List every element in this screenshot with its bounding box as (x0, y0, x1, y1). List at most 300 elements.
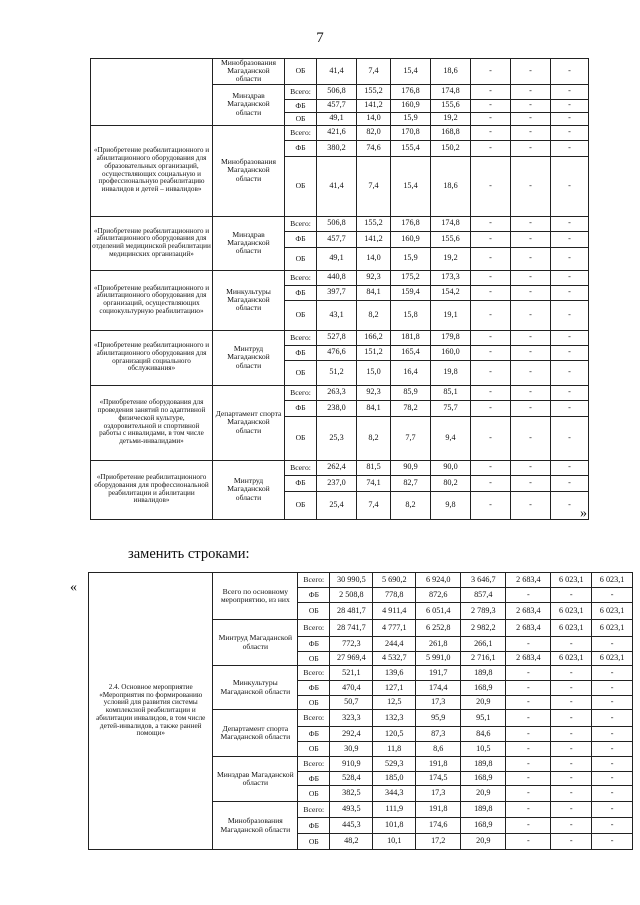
value-cell: 74,6 (357, 140, 391, 156)
value-cell: 155,4 (391, 140, 431, 156)
value-cell: 238,0 (317, 400, 357, 416)
value-cell: 15,9 (391, 247, 431, 270)
funding-source-cell: Всего: (285, 84, 317, 99)
funding-source-cell: ФБ (285, 231, 317, 247)
value-cell: - (506, 637, 551, 652)
value-cell: 43,1 (317, 300, 357, 330)
value-cell: - (506, 710, 551, 727)
value-cell: 82,0 (357, 125, 391, 140)
value-cell: 155,2 (357, 216, 391, 231)
funding-source-cell: Всего: (298, 757, 330, 772)
value-cell: 527,8 (317, 330, 357, 345)
value-cell: - (506, 772, 551, 786)
value-cell: - (511, 416, 551, 460)
value-cell: 49,1 (317, 247, 357, 270)
executor-cell: Всего по основному мероприятию, из них (213, 573, 298, 620)
value-cell: 266,1 (461, 637, 506, 652)
value-cell: - (551, 285, 589, 300)
value-cell: - (551, 112, 589, 125)
value-cell: 528,4 (330, 772, 373, 786)
value-cell: - (592, 786, 633, 802)
value-cell: - (506, 802, 551, 818)
value-cell: - (592, 802, 633, 818)
value-cell: - (471, 475, 511, 491)
value-cell: 445,3 (330, 818, 373, 834)
executor-cell: Минтруд Магаданской области (213, 460, 285, 519)
funding-source-cell: Всего: (298, 573, 330, 588)
value-cell: 179,8 (431, 330, 471, 345)
value-cell: 141,2 (357, 231, 391, 247)
value-cell: 2 789,3 (461, 603, 506, 620)
value-cell: 19,1 (431, 300, 471, 330)
value-cell: 80,2 (431, 475, 471, 491)
value-cell: 506,8 (317, 84, 357, 99)
funding-source-cell: ОБ (285, 156, 317, 216)
value-cell: - (551, 637, 592, 652)
value-cell: 25,3 (317, 416, 357, 460)
executor-cell: Минобразования Магаданской области (213, 802, 298, 850)
value-cell: - (511, 140, 551, 156)
value-cell: 18,6 (431, 59, 471, 85)
funding-source-cell: ОБ (298, 834, 330, 850)
value-cell: 181,8 (391, 330, 431, 345)
funding-source-cell: ФБ (298, 772, 330, 786)
value-cell: 174,8 (431, 216, 471, 231)
value-cell: 16,4 (391, 360, 431, 385)
value-cell: 20,9 (461, 834, 506, 850)
value-cell: 30,9 (330, 742, 373, 757)
value-cell: 470,4 (330, 681, 373, 696)
value-cell: - (551, 345, 589, 360)
value-cell: 4 532,7 (373, 652, 416, 666)
value-cell: 20,9 (461, 696, 506, 710)
value-cell: - (511, 360, 551, 385)
value-cell: - (551, 666, 592, 681)
value-cell: 440,8 (317, 270, 357, 285)
value-cell: - (551, 59, 589, 85)
executor-cell: Минобразования Магаданской области (213, 125, 285, 216)
value-cell: 50,7 (330, 696, 373, 710)
value-cell: 9,8 (431, 491, 471, 519)
funding-source-cell: ОБ (285, 416, 317, 460)
value-cell: - (551, 99, 589, 112)
value-cell: - (506, 696, 551, 710)
value-cell: - (471, 231, 511, 247)
value-cell: - (471, 84, 511, 99)
value-cell: 85,1 (431, 385, 471, 400)
value-cell: - (511, 125, 551, 140)
value-cell: 9,4 (431, 416, 471, 460)
value-cell: - (551, 140, 589, 156)
value-cell: - (551, 125, 589, 140)
value-cell: 132,3 (373, 710, 416, 727)
value-cell: 292,4 (330, 727, 373, 742)
value-cell: - (511, 300, 551, 330)
value-cell: - (551, 330, 589, 345)
value-cell: 12,5 (373, 696, 416, 710)
value-cell: 8,2 (357, 416, 391, 460)
value-cell: - (511, 475, 551, 491)
value-cell: 15,0 (357, 360, 391, 385)
value-cell: 7,7 (391, 416, 431, 460)
funding-source-cell: ФБ (285, 140, 317, 156)
funding-source-cell: Всего: (285, 125, 317, 140)
value-cell: 84,6 (461, 727, 506, 742)
event-description: «Приобретение реабилитационного и абилитационного оборудования для организаций социального обслуживания» (91, 330, 213, 385)
funding-source-cell: Всего: (285, 330, 317, 345)
value-cell: 139,6 (373, 666, 416, 681)
value-cell: 95,9 (416, 710, 461, 727)
value-cell: 857,4 (461, 588, 506, 603)
value-cell: 185,0 (373, 772, 416, 786)
funding-source-cell: ОБ (285, 360, 317, 385)
value-cell: - (592, 588, 633, 603)
value-cell: 174,6 (416, 818, 461, 834)
value-cell: 10,5 (461, 742, 506, 757)
value-cell: - (551, 588, 592, 603)
value-cell: - (511, 231, 551, 247)
value-cell: - (506, 818, 551, 834)
value-cell: - (511, 400, 551, 416)
value-cell: 160,9 (391, 99, 431, 112)
funding-source-cell: ФБ (285, 475, 317, 491)
budget-table-original (90, 58, 589, 520)
closing-quote: » (580, 506, 587, 521)
value-cell: 174,8 (431, 84, 471, 99)
value-cell: 19,2 (431, 247, 471, 270)
funding-source-cell: ОБ (298, 786, 330, 802)
value-cell: 397,7 (317, 285, 357, 300)
value-cell: - (551, 300, 589, 330)
value-cell: - (551, 360, 589, 385)
table-row (91, 330, 589, 345)
value-cell: 6 023,1 (551, 620, 592, 637)
value-cell: - (471, 156, 511, 216)
value-cell: - (551, 742, 592, 757)
table-row (91, 59, 589, 85)
value-cell: 6 023,1 (592, 620, 633, 637)
executor-cell: Минтруд Магаданской области (213, 620, 298, 666)
value-cell: 84,1 (357, 285, 391, 300)
value-cell: 2 683,4 (506, 652, 551, 666)
funding-source-cell: ОБ (285, 300, 317, 330)
value-cell: 2 716,1 (461, 652, 506, 666)
value-cell: 191,7 (416, 666, 461, 681)
value-cell: - (471, 247, 511, 270)
value-cell: 160,9 (391, 231, 431, 247)
value-cell: 15,4 (391, 156, 431, 216)
value-cell: 84,1 (357, 400, 391, 416)
value-cell: - (592, 727, 633, 742)
value-cell: 421,6 (317, 125, 357, 140)
value-cell: - (551, 270, 589, 285)
value-cell: 2 508,8 (330, 588, 373, 603)
value-cell: 17,2 (416, 834, 461, 850)
funding-source-cell: ФБ (298, 588, 330, 603)
funding-source-cell: ФБ (298, 681, 330, 696)
value-cell: 154,2 (431, 285, 471, 300)
value-cell: 48,2 (330, 834, 373, 850)
value-cell: 18,6 (431, 156, 471, 216)
executor-cell: Минобразования Магаданской области (213, 59, 285, 85)
value-cell: - (592, 818, 633, 834)
value-cell: - (471, 330, 511, 345)
value-cell: 6 023,1 (551, 573, 592, 588)
value-cell: 25,4 (317, 491, 357, 519)
value-cell: - (551, 802, 592, 818)
value-cell: 159,4 (391, 285, 431, 300)
value-cell: - (511, 156, 551, 216)
value-cell: 17,3 (416, 696, 461, 710)
funding-source-cell: ОБ (298, 603, 330, 620)
funding-source-cell: Всего: (285, 216, 317, 231)
value-cell: 2 683,4 (506, 620, 551, 637)
value-cell: 90,0 (431, 460, 471, 475)
executor-cell: Минздрав Магаданской области (213, 84, 285, 125)
value-cell: - (551, 757, 592, 772)
event-description: «Приобретение реабилитационного и абилитационного оборудования для отделений медицинской реабилитации медицинских организаций» (91, 216, 213, 270)
value-cell: 28 481,7 (330, 603, 373, 620)
value-cell: 120,5 (373, 727, 416, 742)
value-cell: - (511, 112, 551, 125)
value-cell: 176,8 (391, 216, 431, 231)
funding-source-cell: Всего: (285, 270, 317, 285)
page-number: 7 (316, 30, 324, 46)
value-cell: 380,2 (317, 140, 357, 156)
value-cell: 6 252,8 (416, 620, 461, 637)
value-cell: 8,2 (357, 300, 391, 330)
executor-cell: Минкультуры Магаданской области (213, 270, 285, 330)
value-cell: - (592, 666, 633, 681)
value-cell: - (551, 84, 589, 99)
event-description: «Приобретение оборудования для проведения занятий по адаптивной физической культуре, оздоровительной и спортивной работы с инвалидами, в том числе детьми-инвалидами» (91, 385, 213, 460)
executor-cell: Минтруд Магаданской области (213, 330, 285, 385)
value-cell: 176,8 (391, 84, 431, 99)
value-cell: 75,7 (431, 400, 471, 416)
value-cell: 8,2 (391, 491, 431, 519)
value-cell: 6 051,4 (416, 603, 461, 620)
value-cell: - (511, 59, 551, 85)
value-cell: 95,1 (461, 710, 506, 727)
funding-source-cell: Всего: (285, 385, 317, 400)
funding-source-cell: Всего: (298, 710, 330, 727)
funding-source-cell: ОБ (285, 491, 317, 519)
event-description: «Приобретение реабилитационного и абилитационного оборудования для образовательных организаций, осуществляющих социальную и профессиональную реабилитацию инвалидов и детей – инвалидов» (91, 125, 213, 216)
value-cell: - (551, 416, 589, 460)
value-cell: 6 023,1 (551, 652, 592, 666)
value-cell: 191,8 (416, 757, 461, 772)
value-cell: - (471, 270, 511, 285)
replace-instruction: заменить строками: (128, 546, 250, 562)
funding-source-cell: ОБ (285, 59, 317, 85)
value-cell: - (551, 247, 589, 270)
value-cell: 2 683,4 (506, 603, 551, 620)
event-description (91, 59, 213, 126)
value-cell: 14,0 (357, 112, 391, 125)
value-cell: - (511, 345, 551, 360)
value-cell: 3 646,7 (461, 573, 506, 588)
value-cell: 7,4 (357, 491, 391, 519)
value-cell: 155,6 (431, 231, 471, 247)
value-cell: 6 924,0 (416, 573, 461, 588)
value-cell: - (506, 681, 551, 696)
value-cell: - (471, 385, 511, 400)
value-cell: - (551, 216, 589, 231)
value-cell: - (506, 588, 551, 603)
value-cell: - (506, 727, 551, 742)
event-description: «Приобретение реабилитационного и абилитационного оборудования для организаций, осуществляющих социокультурную реабилитацию» (91, 270, 213, 330)
value-cell: - (551, 696, 592, 710)
value-cell: 78,2 (391, 400, 431, 416)
value-cell: 19,2 (431, 112, 471, 125)
value-cell: - (471, 112, 511, 125)
value-cell: 344,3 (373, 786, 416, 802)
value-cell: 189,8 (461, 666, 506, 681)
value-cell: - (551, 475, 589, 491)
value-cell: - (471, 140, 511, 156)
main-event-description: 2.4. Основное мероприятие «Мероприятия по формированию условий для развития системы комплексной реабилитации и абилитации инвалидов, в том числе детей-инвалидов, а также ранней помощи» (89, 573, 213, 850)
value-cell: - (592, 681, 633, 696)
budget-table-replacement (88, 572, 633, 850)
value-cell: 168,9 (461, 772, 506, 786)
value-cell: 261,8 (416, 637, 461, 652)
value-cell: - (511, 247, 551, 270)
executor-cell: Минздрав Магаданской области (213, 757, 298, 802)
value-cell: 11,8 (373, 742, 416, 757)
value-cell: - (506, 786, 551, 802)
value-cell: - (551, 772, 592, 786)
value-cell: 155,2 (357, 84, 391, 99)
value-cell: 49,1 (317, 112, 357, 125)
value-cell: - (551, 460, 589, 475)
value-cell: 244,4 (373, 637, 416, 652)
value-cell: - (471, 400, 511, 416)
value-cell: 4 777,1 (373, 620, 416, 637)
value-cell: - (592, 696, 633, 710)
funding-source-cell: ФБ (298, 637, 330, 652)
table-row (91, 216, 589, 231)
funding-source-cell: ФБ (285, 400, 317, 416)
value-cell: 17,3 (416, 786, 461, 802)
value-cell: 160,0 (431, 345, 471, 360)
executor-cell: Департамент спорта Магаданской области (213, 385, 285, 460)
value-cell: 166,2 (357, 330, 391, 345)
value-cell: 778,8 (373, 588, 416, 603)
value-cell: 81,5 (357, 460, 391, 475)
value-cell: - (511, 216, 551, 231)
value-cell: 8,6 (416, 742, 461, 757)
funding-source-cell: ФБ (298, 818, 330, 834)
value-cell: 170,8 (391, 125, 431, 140)
value-cell: 92,3 (357, 270, 391, 285)
value-cell: 506,8 (317, 216, 357, 231)
value-cell: - (592, 772, 633, 786)
value-cell: 15,4 (391, 59, 431, 85)
value-cell: 175,2 (391, 270, 431, 285)
value-cell: 174,4 (416, 681, 461, 696)
value-cell: - (506, 757, 551, 772)
value-cell: 15,8 (391, 300, 431, 330)
value-cell: - (551, 156, 589, 216)
value-cell: 529,3 (373, 757, 416, 772)
value-cell: 111,9 (373, 802, 416, 818)
value-cell: 10,1 (373, 834, 416, 850)
value-cell: - (592, 742, 633, 757)
value-cell: 19,8 (431, 360, 471, 385)
value-cell: - (511, 99, 551, 112)
value-cell: - (551, 400, 589, 416)
value-cell: 189,8 (461, 802, 506, 818)
value-cell: 14,0 (357, 247, 391, 270)
funding-source-cell: ОБ (298, 742, 330, 757)
table-row (91, 270, 589, 285)
value-cell: - (511, 330, 551, 345)
value-cell: 7,4 (357, 156, 391, 216)
value-cell: 15,9 (391, 112, 431, 125)
value-cell: - (511, 285, 551, 300)
value-cell: 165,4 (391, 345, 431, 360)
value-cell: - (551, 727, 592, 742)
value-cell: 6 023,1 (592, 573, 633, 588)
value-cell: - (551, 786, 592, 802)
value-cell: 168,9 (461, 681, 506, 696)
executor-cell: Департамент спорта Магаданской области (213, 710, 298, 757)
value-cell: 27 969,4 (330, 652, 373, 666)
value-cell: - (592, 757, 633, 772)
value-cell: 151,2 (357, 345, 391, 360)
executor-cell: Минкультуры Магаданской области (213, 666, 298, 710)
value-cell: - (511, 491, 551, 519)
value-cell: 85,9 (391, 385, 431, 400)
value-cell: 772,3 (330, 637, 373, 652)
value-cell: 74,1 (357, 475, 391, 491)
value-cell: 521,1 (330, 666, 373, 681)
funding-source-cell: ФБ (285, 99, 317, 112)
value-cell: 101,8 (373, 818, 416, 834)
value-cell: - (471, 491, 511, 519)
funding-source-cell: Всего: (298, 666, 330, 681)
value-cell: 5 991,0 (416, 652, 461, 666)
value-cell: 493,5 (330, 802, 373, 818)
opening-quote: « (70, 580, 77, 595)
value-cell: 41,4 (317, 156, 357, 216)
value-cell: 155,6 (431, 99, 471, 112)
funding-source-cell: ФБ (285, 345, 317, 360)
value-cell: 189,8 (461, 757, 506, 772)
value-cell: - (551, 385, 589, 400)
funding-source-cell: ОБ (285, 112, 317, 125)
value-cell: 6 023,1 (592, 603, 633, 620)
value-cell: 173,3 (431, 270, 471, 285)
value-cell: - (592, 637, 633, 652)
value-cell: 30 990,5 (330, 573, 373, 588)
value-cell: 457,7 (317, 231, 357, 247)
value-cell: 82,7 (391, 475, 431, 491)
value-cell: - (551, 681, 592, 696)
value-cell: 20,9 (461, 786, 506, 802)
funding-source-cell: ОБ (298, 696, 330, 710)
value-cell: - (592, 834, 633, 850)
value-cell: - (471, 125, 511, 140)
value-cell: 28 741,7 (330, 620, 373, 637)
value-cell: 382,5 (330, 786, 373, 802)
value-cell: - (471, 345, 511, 360)
value-cell: 6 023,1 (592, 652, 633, 666)
funding-source-cell: Всего: (285, 460, 317, 475)
value-cell: 127,1 (373, 681, 416, 696)
value-cell: - (471, 300, 511, 330)
value-cell: - (551, 491, 589, 519)
